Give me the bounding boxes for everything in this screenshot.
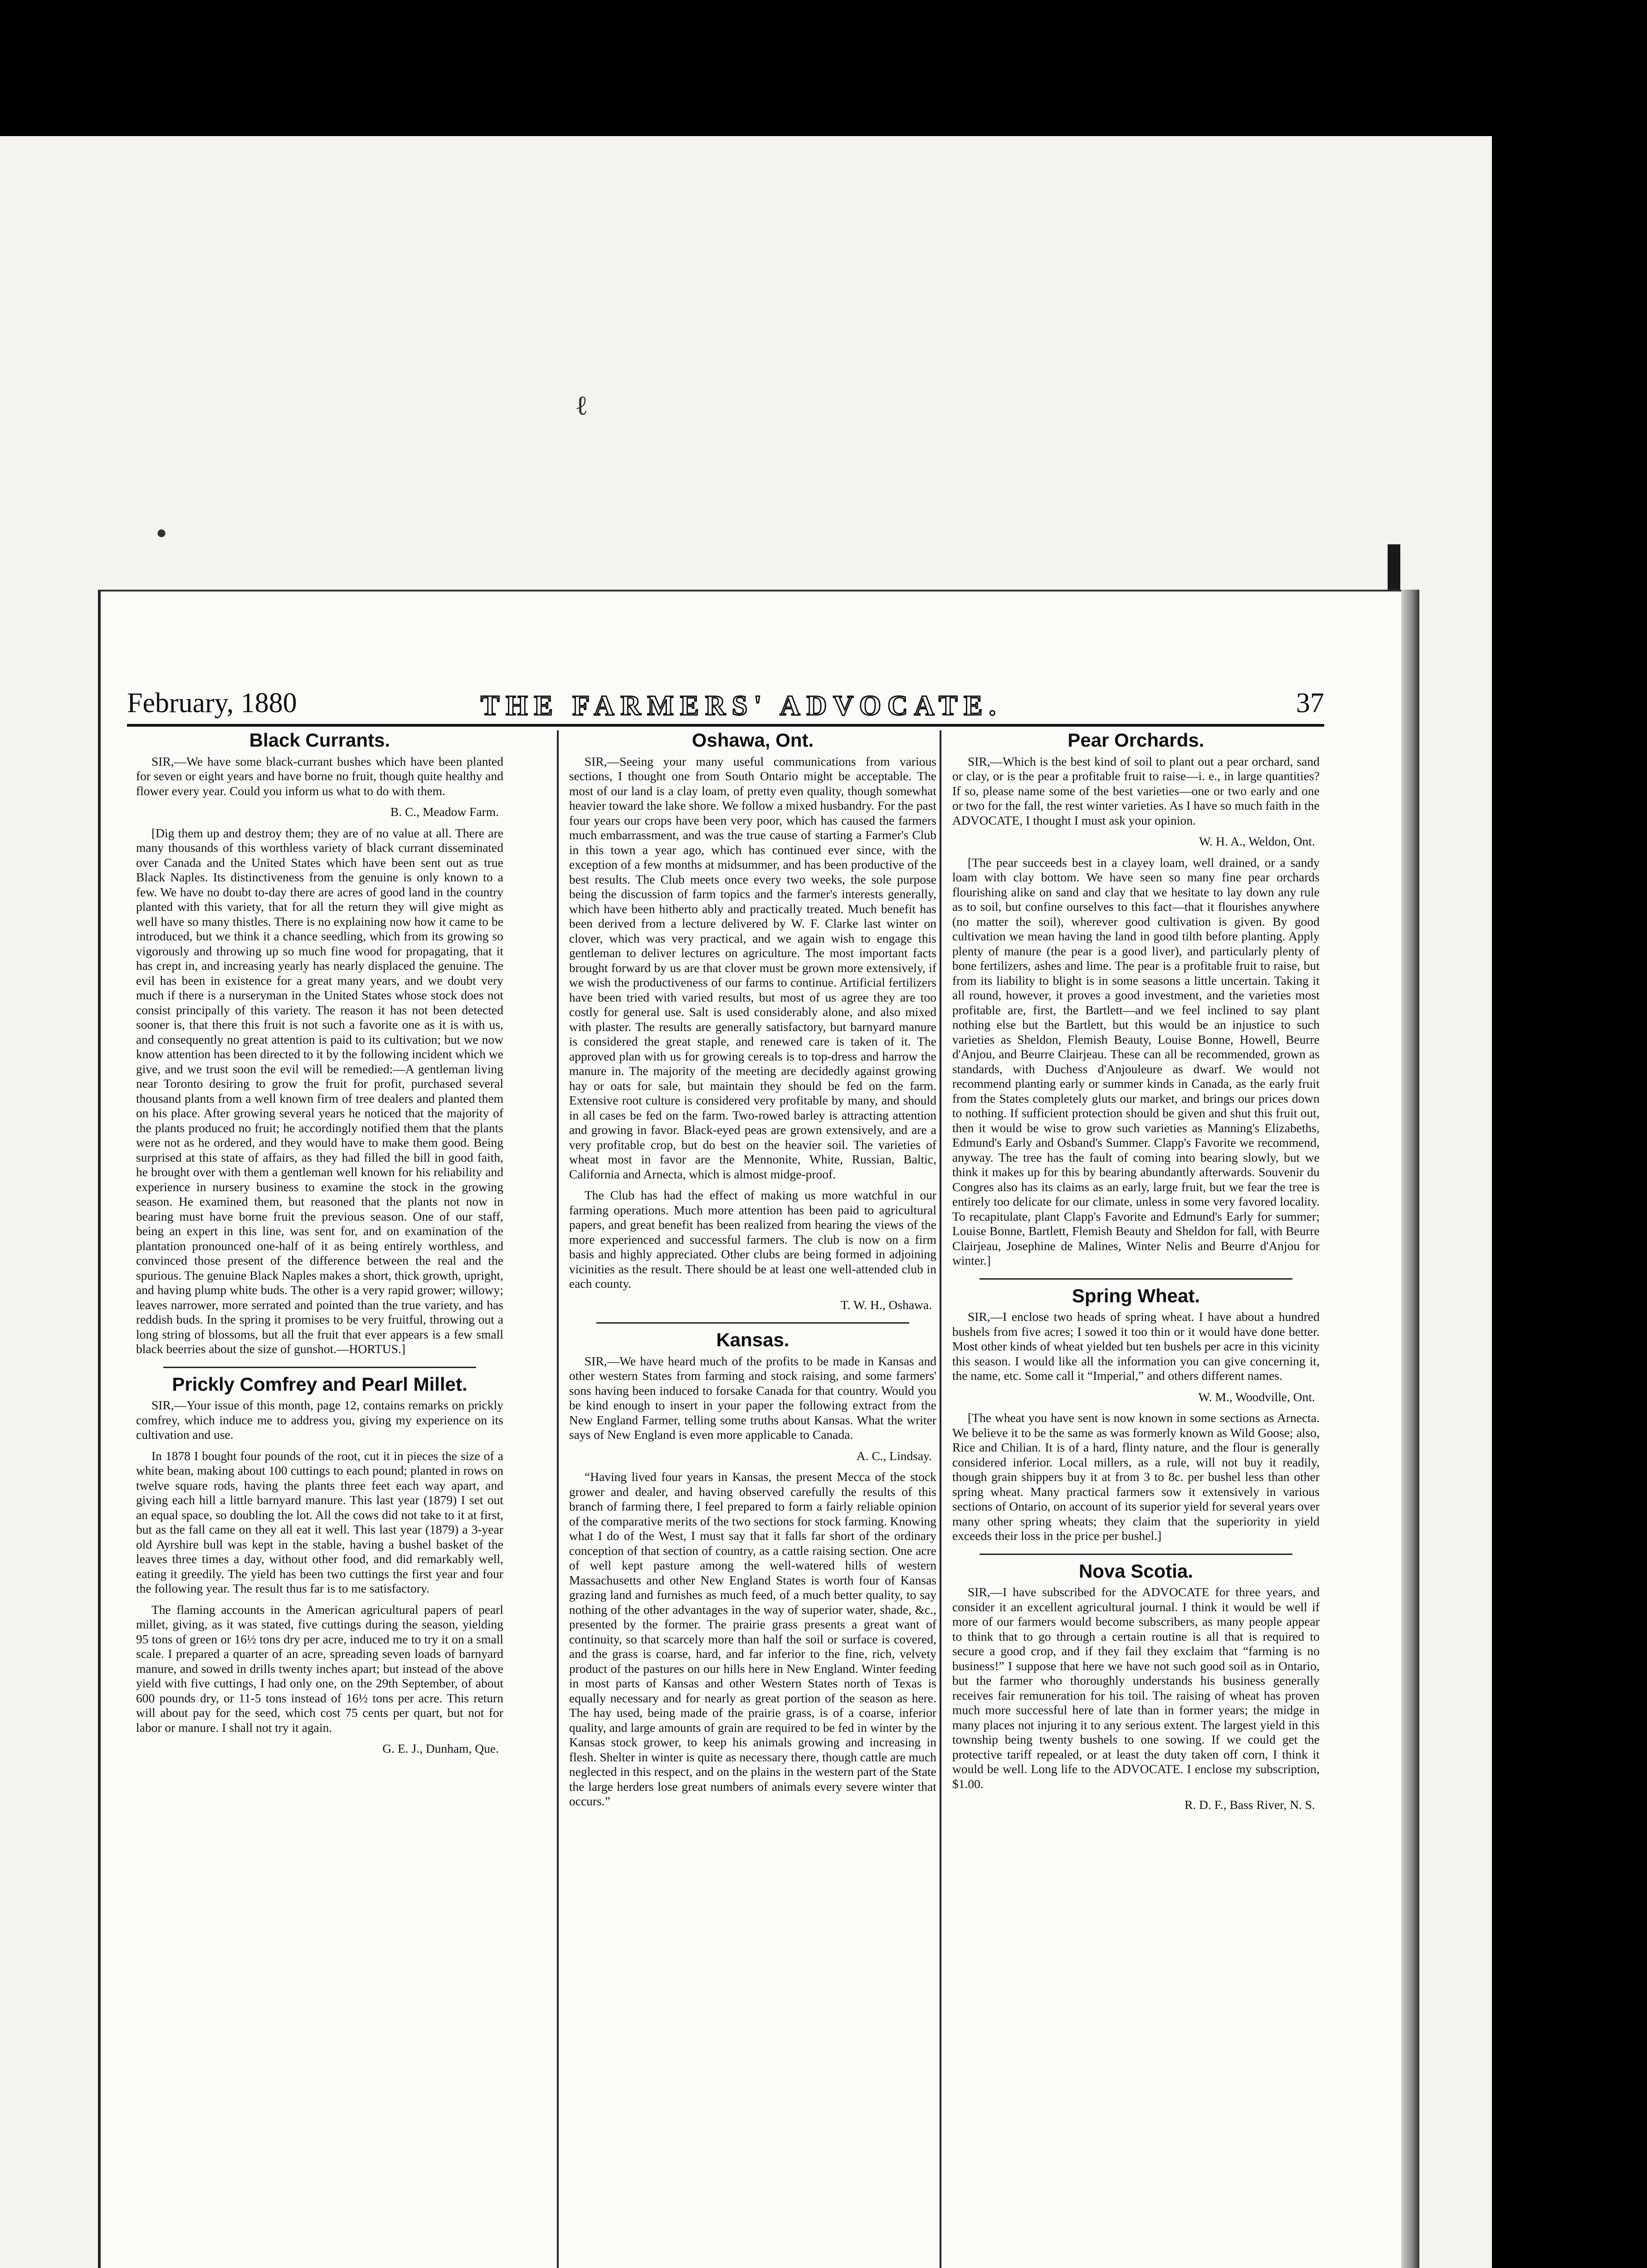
letter-signature: R. D. F., Bass River, N. S. (1184, 1798, 1315, 1812)
article-separator (163, 1367, 476, 1368)
paragraph: SIR,—Seeing your many useful communications from various sections, I thought one from South Ontario might be acceptable. The most of our land is a clay loam, of pretty even quality, though somewhat heavier toward the lake shore. We follow a mixed husbandry. For the past four years our crops have been very poor, which has caused the farmers much embarrassment, and was the true cause of starting a Farmer's Club in this town a year ago, which has continued ever since, with the exception of a few months at midsummer, and has been productive of the best results. The Club meets once every two weeks, the sole purpose being the discussion of farm topics and the farmer's interests generally, which have been hitherto ably and practically treated. Much benefit has been derived from a lecture delivered by W. F. Clarke last winter on clover, which was very practical, and we again wish to engage this gentleman to deliver lectures on agriculture. The most important facts brought forward by us are that clover must be grown more extensively, if we wish the productiveness of our farms to continue. Artificial fertilizers have been tried with varied results, but most of us agree they are too costly for general use. Salt is used considerably alone, and also mixed with plaster. The results are generally satisfactory, but barnyard manure is considered the great staple, and renewed care is taken of it. The approved plan with us for growing cereals is to top-dress and harrow the manure in. The majority of the meeting are decidedly against growing hay or oats for sale, but maintain they should be fed on the farm. Extensive root culture is considered very profitable by many, and should in all cases be fed on the farm. Two-rowed barley is attracting attention and growing in favor. Black-eyed peas are grown extensively, and are a very profitable crop, but do best on the heavier soil. The varieties of wheat most in favor are the Mennonite, White, Russian, Baltic, California and Arnecta, which is almost midge-proof. (569, 754, 936, 1181)
paragraph: The Club has had the effect of making us more watchful in our farming operations. Much more attention has been paid to agricultural papers, and great benefit has been realized from hearing the views of the more experienced and successful farmers. The club is now on a firm basis and highly appreciated. Other clubs are being formed in adjoining vicinities as the result. There should be at least one well-attended club in each county. (569, 1188, 936, 1290)
letter-signature: A. C., Lindsay. (856, 1448, 932, 1463)
article-pear-orchards (952, 729, 1320, 1268)
page-edge-shadow (1401, 590, 1419, 2268)
article-title: Prickly Comfrey and Pearl Millet. (172, 1373, 468, 1395)
column-right (952, 730, 1320, 1819)
stray-ink-mark: ℓ (575, 391, 588, 420)
letter-signature: B. C., Meadow Farm. (390, 805, 499, 819)
letter-signature: G. E. J., Dunham, Que. (382, 1741, 499, 1755)
article-nova-scotia (952, 1560, 1320, 1813)
letter-signature: T. W. H., Oshawa. (840, 1297, 932, 1312)
article-title: Oshawa, Ont. (692, 729, 814, 751)
editor-reply: [Dig them up and destroy them; they are of no value at all. There are many thousands of this worthless variety of black currant disseminated over Canada and the United States which have been sent out as true Black Naples. Its distinctiveness from the genuine is only known to a few. We have no doubt to-day there are acres of good land in the country planted with this variety, that for all the return they will give might as well have so many thistles. There is no explaining now how it came to be introduced, but we think it a chance seedling, which from its growing so vigorously and throwing up so much fine wood for propagating, that it has crept in, and increasing yearly has nearly displaced the genuine. The evil has been in existence for a great many years, and we doubt very much if there is a nurseryman in the United States whose stock does not consist principally of this variety. The reason it has not been detected sooner is, that there this fruit is not such a favorite one as it is with us, and consequently no great attention is paid to its cultivation; but we now know attention has been directed to it by the following incident which we give, and we trust soon the evil will be remedied:—A gentleman living near Toronto desiring to grow the fruit for profit, purchased several thousand plants from a well known firm of tree dealers and planted them on his place. After growing several years he noticed that the majority of the plants produced no fruit; he accordingly notified them that the plants were not as he ordered, and they would have to make them good. Being surprised at this state of affairs, as they had filled the bill in good faith, he brought over with them a gentleman well known for his reliability and experience in nursery business to examine the stock in the growing season. He examined them, but reasoned that the plants not now in bearing must have borne fruit the previous season. One of our staff, being an expert in this line, was sent for, and on examination of the plantation pronounced one-half of it as being entirely worthless, and convinced those present of the difference between the real and the spurious. The genuine Black Naples makes a short, thick growth, upright, and having plump white buds. The other is a very rapid grower; willowy; leaves narrower, more serrated and pointed than the true variety, and has reddish buds. In the spring it promises to be very fruitful, throwing out a long string of blossoms, but all the fruit that ever appears is a few small black beerries about the size of gunshot.—HORTUS.] (136, 826, 503, 1356)
article-comfrey-millet (136, 1373, 503, 1756)
letter-text: SIR,—I have subscribed for the ADVOCATE for three years, and consider it an excellent agricultural journal. I think it would be well if more of our farmers would become subscribers, as many people appear to think that to go through a certain routine is all that is required to secure a good crop, and if they fail they exclaim that “farming is no business!” I suppose that here we have not such good soil as in Ontario, but the farmer who thoroughly understands his business generally receives fair remuneration for his toil. The raising of wheat has proven much more successful here of late than in former years; the midge in many places not injuring it to any serious extent. The largest yield in this township being twenty bushels to one sowing. If we could get the protective tariff repealed, or at least the duty taken off corn, I think it would be well. Long life to the ADVOCATE. I enclose my subscription, $1.00. (952, 1585, 1320, 1791)
letter-text: SIR,—We have heard much of the profits to be made in Kansas and other western States from farming and stock raising, and some farmers' sons having been induced to forsake Canada for that country. Would you be kind enough to insert in your paper the following extract from the New England Farmer, telling some truths about Kansas. What the writer says of New England is even more applicable to Canada. (569, 1354, 936, 1442)
masthead (127, 687, 1324, 728)
article-title: Pear Orchards. (1067, 729, 1204, 751)
newspaper-title: THE FARMERS' ADVOCATE. (481, 690, 1003, 721)
article-title: Kansas. (716, 1329, 789, 1350)
article-black-currants (136, 729, 503, 1357)
paragraph: In 1878 I bought four pounds of the root, cut it in pieces the size of a white bean, making about 100 cuttings to each pound; planted in rows on twelve square rods, having the plants three feet each way apart, and giving each hill a little barnyard manure. This last year (1879) I set out an equal space, so doubling the lot. All the cows did not take to it at first, but as the fall came on they all eat it well. This last year (1879) a 3-year old Ayrshire bull was kept in the stable, having a bushel basket of the leaves three times a day, without other food, and did remarkably well, eating it greedily. The yield has been two cuttings the first year and four the following year. The result thus far is to me satisfactory. (136, 1448, 503, 1595)
article-oshawa (569, 729, 936, 1312)
editor-reply: [The wheat you have sent is now known in some sections as Arnecta. We believe it to be the same as was formerly known as Wild Goose; also, Rice and Chilian. It is of a hard, flinty nature, and the flour is generally considered inferior. Local millers, as a rule, will not buy it readily, though grain shippers buy it at from 3 to 8c. per bushel less than other spring wheat. Many practical farmers sow it extensively in various sections of Ontario, on account of its superior yield for several years over many other spring wheats; they claim that the superiority in yield exceeds their loss in the price per bushel.] (952, 1411, 1320, 1543)
article-separator (979, 1554, 1292, 1555)
stray-dot-mark: ● (156, 522, 167, 543)
letter-text: SIR,—We have some black-currant bushes which have been planted for seven or eight years and have borne no fruit, though quite healthy and flower every year. Could you inform us what to do with them. (136, 754, 503, 798)
masthead-rule (127, 724, 1324, 727)
article-title: Spring Wheat. (1072, 1285, 1200, 1306)
letter-signature: W. H. A., Weldon, Ont. (1199, 834, 1315, 848)
letter-signature: W. M., Woodville, Ont. (1198, 1389, 1315, 1404)
article-kansas (569, 1329, 936, 1809)
article-separator (979, 1278, 1292, 1280)
column-divider (940, 730, 941, 2268)
column-divider (557, 730, 559, 2268)
column-middle (569, 730, 936, 1815)
paragraph: SIR,—Your issue of this month, page 12, contains remarks on prickly comfrey, which induce me to address you, giving my experience on its cultivation and use. (136, 1398, 503, 1442)
page-number: 37 (1296, 688, 1324, 719)
article-separator (596, 1322, 909, 1324)
scan-border (0, 0, 1647, 136)
column-left (136, 730, 503, 1763)
issue-date: February, 1880 (127, 688, 297, 719)
article-spring-wheat (952, 1285, 1320, 1544)
letter-text: SIR,—Which is the best kind of soil to plant out a pear orchard, sand or clay, or is the pear a profitable fruit to raise—i. e., in large quantities? If so, please name some of the best varieties—one or two early and one or two for the fall, the rest winter varieties. As I have so much faith in the ADVOCATE, I thought I must ask your opinion. (952, 754, 1320, 827)
letter-text: SIR,—I enclose two heads of spring wheat. I have about a hundred bushels from five acres; I sowed it too thin or it would have done better. Most other kinds of wheat yielded but ten bushels per acre in this vicinity this season. I would like all the information you can give concerning it, the name, etc. Some call it “Imperial,” and others different names. (952, 1310, 1320, 1383)
quoted-extract: “Having lived four years in Kansas, the present Mecca of the stock grower and dealer, and having observed carefully the results of this branch of farming there, I feel prepared to form a fairly reliable opinion of the comparative merits of the two sections for stock farming. Knowing what I do of the West, I must say that it falls far short of the ordinary conception of that section of country, as a cattle raising section. One acre of well kept pasture among the well-watered hills of western Massachusetts and other New England States is worth four of Kansas grazing land and furnishes as much feed, of a much better quality, to say nothing of the other advantages in the way of superior water, shade, &c., presented by the former. The prairie grass presents a great want of continuity, so that scarcely more than half the soil or surface is covered, and the grass is coarse, hard, and far inferior to the fine, rich, velvety product of the pastures on our hills here in New England. Winter feeding in most parts of Kansas and other Western States north of Texas is equally necessary and for nearly as great portion of the season as here. The hay used, being made of the prairie grass, is of a coarse, inferior quality, and large amounts of grain are required to be fed in winter by the Kansas stock grower, to keep his animals growing and increasing in flesh. Shelter in winter is quite as necessary there, though cattle are much neglected in this respect, and on the plains in the western part of the State the large herders lose great numbers of animals every severe winter that occurs.” (569, 1470, 936, 1808)
editor-reply: [The pear succeeds best in a clayey loam, well drained, or a sandy loam with clay bottom. We have seen so many fine pear orchards flourishing alike on sand and clay that we hesitate to lay down any rule as to soil, but confine ourselves to this fact—that it flourishes anywhere (no matter the soil), wherever good cultivation is given. By good cultivation we mean having the land in good tilth before planting. Apply plenty of manure (the pear is a good liver), and particularly plenty of bone fertilizers, ashes and lime. The pear is a profitable fruit to raise, but from its liability to blight is in some seasons a little uncertain. Taking it all round, however, it proves a good investment, and the varieties most profitable are, first, the Bartlett—and we feel inclined to say plant nothing else but the Bartlett, but this would be an injustice to such varieties as Sheldon, Flemish Beauty, Louise Bonne, Howell, Beurre d'Anjou, and Beurre Clairjeau. These can all be recommended, grown as standards, with Duchess d'Anjouleure as dwarf. We would not recommend planting early or summer kinds in Canada, as the early fruit from the States completely gluts our market, and brings our prices down to nothing. If sufficient protection should be given and shut this fruit out, then it would be wise to grow such varieties as Manning's Elizabeths, Edmund's Early and Osband's Summer. Clapp's Favorite we recommend, anyway. The tree has the fault of coming into bearing slowly, but we think it makes up for this by bearing abundantly afterwards. Souvenir du Congres also has its claims as an early, large fruit, but we fear the tree is entirely too delicate for our climate, unless in some very favored locality. To recapitulate, plant Clapp's Favorite and Edmund's Early for summer; Louise Bonne, Bartlett, Flemish Beauty and Sheldon for fall, with Beurre Clairjeau, Josephine de Malines, Winter Nelis and Beurre d'Anjou for winter.] (952, 855, 1320, 1267)
paragraph: The flaming accounts in the American agricultural papers of pearl millet, giving, as it was stated, five cuttings during the season, yielding 95 tons of green or 16½ tons dry per acre, induced me to try it on a small scale. I prepared a quarter of an acre, spreading seven loads of barnyard manure, and sowed in drills twenty inches apart; but instead of the above yield with five cuttings, I had only one, on the 29th September, of about 600 pounds dry, or 11-5 tons instead of 16½ tons per acre. This return will about pay for the seed, which cost 75 cents per quart, but not for labor or manure. I shall not try it again. (136, 1602, 503, 1735)
article-title: Nova Scotia. (1078, 1560, 1194, 1582)
article-title: Black Currants. (249, 729, 390, 751)
